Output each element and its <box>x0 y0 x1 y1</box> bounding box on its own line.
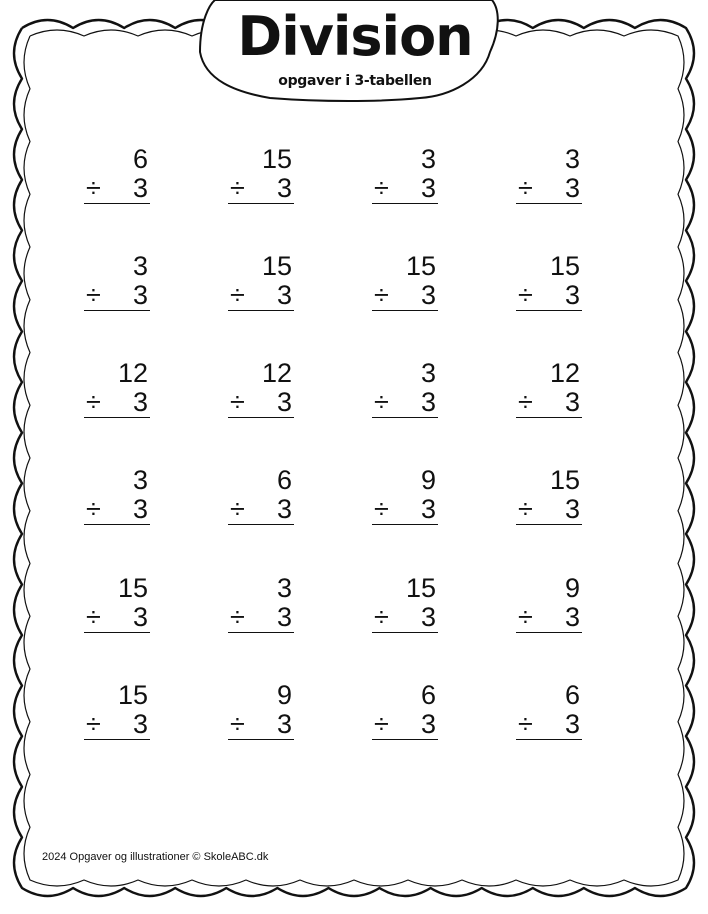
divisor: 3 <box>276 494 292 524</box>
dividend: 15 <box>405 573 436 603</box>
answer-line <box>84 417 150 418</box>
division-problem <box>516 144 582 204</box>
dividend: 15 <box>261 251 292 281</box>
answer-line <box>228 203 294 204</box>
division-sign: ÷ <box>374 173 389 203</box>
division-sign: ÷ <box>518 709 533 739</box>
divisor: 3 <box>276 602 292 632</box>
dividend: 15 <box>549 465 580 495</box>
dividend: 12 <box>261 358 292 388</box>
division-problem <box>228 465 294 525</box>
divisor: 3 <box>564 602 580 632</box>
division-sign: ÷ <box>86 387 101 417</box>
division-problem <box>372 573 438 633</box>
answer-line <box>516 310 582 311</box>
dividend: 9 <box>276 680 292 710</box>
dividend: 6 <box>420 680 436 710</box>
division-sign: ÷ <box>374 494 389 524</box>
dividend: 6 <box>564 680 580 710</box>
divisor: 3 <box>564 387 580 417</box>
answer-line <box>516 417 582 418</box>
answer-line <box>84 310 150 311</box>
division-problem <box>516 465 582 525</box>
division-sign: ÷ <box>518 173 533 203</box>
division-sign: ÷ <box>230 173 245 203</box>
divisor: 3 <box>420 709 436 739</box>
divisor: 3 <box>132 173 148 203</box>
dividend: 3 <box>132 465 148 495</box>
division-problem <box>84 680 150 740</box>
division-problem <box>84 144 150 204</box>
page-subtitle: opgaver i 3-tabellen <box>278 73 432 89</box>
division-problem <box>516 251 582 311</box>
divisor: 3 <box>132 494 148 524</box>
division-sign: ÷ <box>374 387 389 417</box>
answer-line <box>228 739 294 740</box>
answer-line <box>228 632 294 633</box>
dividend: 9 <box>420 465 436 495</box>
division-problem <box>372 358 438 418</box>
divisor: 3 <box>420 173 436 203</box>
division-problem <box>228 358 294 418</box>
division-sign: ÷ <box>86 173 101 203</box>
division-sign: ÷ <box>518 602 533 632</box>
division-sign: ÷ <box>86 602 101 632</box>
division-sign: ÷ <box>86 280 101 310</box>
answer-line <box>84 739 150 740</box>
answer-line <box>516 632 582 633</box>
dividend: 3 <box>276 573 292 603</box>
divisor: 3 <box>564 173 580 203</box>
dividend: 15 <box>117 573 148 603</box>
divisor: 3 <box>420 494 436 524</box>
answer-line <box>372 632 438 633</box>
division-problem <box>372 144 438 204</box>
answer-line <box>228 310 294 311</box>
divisor: 3 <box>132 602 148 632</box>
division-problem <box>516 680 582 740</box>
division-sign: ÷ <box>374 602 389 632</box>
division-problem <box>228 573 294 633</box>
division-sign: ÷ <box>86 494 101 524</box>
divisor: 3 <box>132 387 148 417</box>
division-problem <box>84 358 150 418</box>
division-sign: ÷ <box>86 709 101 739</box>
answer-line <box>516 524 582 525</box>
divisor: 3 <box>276 280 292 310</box>
dividend: 3 <box>420 358 436 388</box>
answer-line <box>84 203 150 204</box>
answer-line <box>228 417 294 418</box>
division-sign: ÷ <box>230 494 245 524</box>
answer-line <box>516 739 582 740</box>
division-sign: ÷ <box>374 280 389 310</box>
division-sign: ÷ <box>518 494 533 524</box>
answer-line <box>372 203 438 204</box>
division-problem <box>228 251 294 311</box>
dividend: 15 <box>549 251 580 281</box>
dividend: 6 <box>276 465 292 495</box>
answer-line <box>372 524 438 525</box>
divisor: 3 <box>564 280 580 310</box>
division-sign: ÷ <box>374 709 389 739</box>
division-problem <box>228 680 294 740</box>
dividend: 6 <box>132 144 148 174</box>
dividend: 3 <box>420 144 436 174</box>
divisor: 3 <box>132 280 148 310</box>
divisor: 3 <box>420 387 436 417</box>
dividend: 15 <box>405 251 436 281</box>
dividend: 9 <box>564 573 580 603</box>
division-sign: ÷ <box>230 602 245 632</box>
dividend: 12 <box>549 358 580 388</box>
dividend: 3 <box>564 144 580 174</box>
answer-line <box>228 524 294 525</box>
divisor: 3 <box>276 173 292 203</box>
divisor: 3 <box>132 709 148 739</box>
division-sign: ÷ <box>230 280 245 310</box>
divisor: 3 <box>276 387 292 417</box>
answer-line <box>372 739 438 740</box>
answer-line <box>372 417 438 418</box>
divisor: 3 <box>276 709 292 739</box>
division-problem <box>372 465 438 525</box>
division-problem <box>516 358 582 418</box>
division-sign: ÷ <box>230 387 245 417</box>
division-problem <box>228 144 294 204</box>
division-problem <box>84 573 150 633</box>
divisor: 3 <box>420 602 436 632</box>
dividend: 12 <box>117 358 148 388</box>
page-title: Division <box>237 5 473 68</box>
dividend: 15 <box>117 680 148 710</box>
division-problem <box>84 465 150 525</box>
divisor: 3 <box>564 494 580 524</box>
dividend: 3 <box>132 251 148 281</box>
division-sign: ÷ <box>518 280 533 310</box>
division-sign: ÷ <box>230 709 245 739</box>
answer-line <box>372 310 438 311</box>
division-problem <box>84 251 150 311</box>
division-problem <box>516 573 582 633</box>
answer-line <box>516 203 582 204</box>
division-problem <box>372 251 438 311</box>
division-problem <box>372 680 438 740</box>
divisor: 3 <box>564 709 580 739</box>
answer-line <box>84 632 150 633</box>
dividend: 15 <box>261 144 292 174</box>
divisor: 3 <box>420 280 436 310</box>
division-sign: ÷ <box>518 387 533 417</box>
answer-line <box>84 524 150 525</box>
copyright-notice: 2024 Opgaver og illustrationer © SkoleABC.dk <box>42 851 269 863</box>
